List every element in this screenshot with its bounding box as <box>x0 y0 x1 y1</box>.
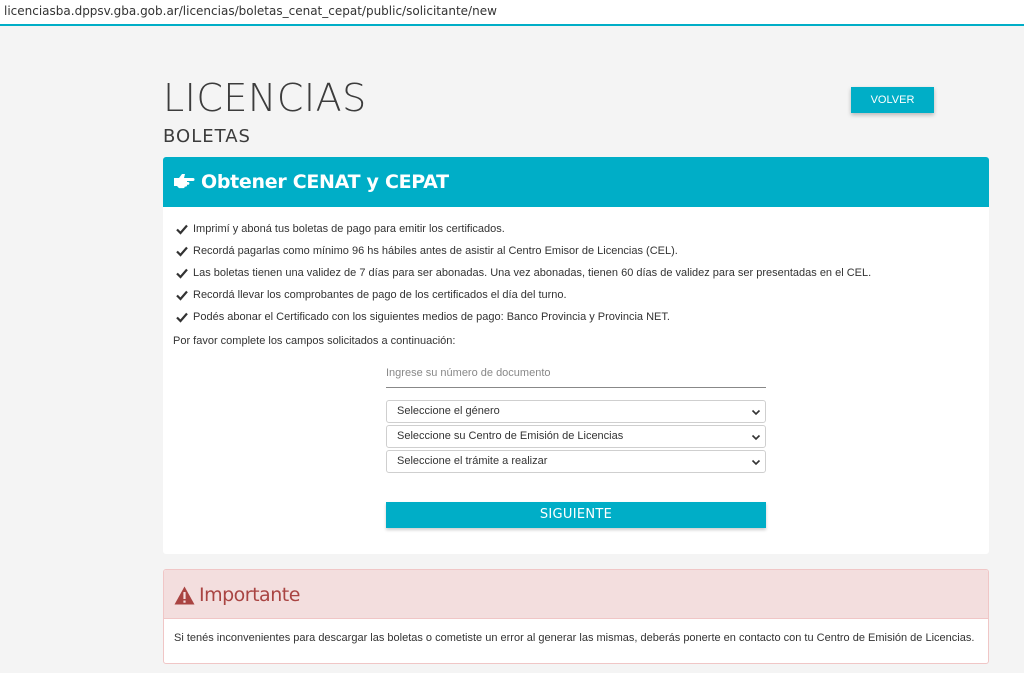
warning-triangle-icon <box>174 586 195 605</box>
info-list <box>176 221 976 331</box>
important-alert <box>163 569 989 664</box>
list-item-text: Imprimí y aboná tus boletas de pago para emitir los certificados. <box>193 223 505 235</box>
document-number-input[interactable] <box>386 358 766 388</box>
chevron-down-icon <box>751 457 761 467</box>
procedure-select[interactable] <box>386 450 766 473</box>
card-header <box>163 157 989 207</box>
list-item <box>176 243 976 265</box>
check-icon <box>176 245 188 257</box>
center-select-value: Seleccione su Centro de Emisión de Licencias <box>397 430 624 442</box>
list-item-text: Recordá llevar los comprobantes de pago de los certificados el día del turno. <box>193 289 567 301</box>
hand-pointing-right-icon <box>173 172 195 190</box>
check-icon <box>176 289 188 301</box>
back-button[interactable]: VOLVER <box>851 87 934 113</box>
list-item <box>176 287 976 309</box>
list-item <box>176 265 976 287</box>
center-select[interactable] <box>386 425 766 448</box>
list-item <box>176 309 976 331</box>
list-item <box>176 221 976 243</box>
list-item-text: Recordá pagarlas como mínimo 96 hs hábiles antes de asistir al Centro Emisor de Licencias (CEL). <box>193 245 678 257</box>
cenat-cepat-card <box>163 157 989 554</box>
alert-header <box>164 570 988 619</box>
gender-select[interactable] <box>386 400 766 423</box>
list-item-text: Las boletas tienen una validez de 7 días para ser abonadas. Una vez abonadas, tienen 60 días de validez para ser presentadas en el CEL. <box>193 267 872 279</box>
form-instructions: Por favor complete los campos solicitados a continuación: <box>173 335 456 347</box>
procedure-select-value: Seleccione el trámite a realizar <box>397 455 548 467</box>
chevron-down-icon <box>751 407 761 417</box>
list-item-text: Podés abonar el Certificado con los siguientes medios de pago: Banco Provincia y Provincia NET. <box>193 311 670 323</box>
card-title: Obtener CENAT y CEPAT <box>201 171 449 193</box>
check-icon <box>176 223 188 235</box>
browser-address-bar[interactable] <box>0 0 1024 26</box>
alert-title: Importante <box>199 584 300 606</box>
next-button[interactable]: SIGUIENTE <box>386 502 766 528</box>
url-text[interactable]: licenciasba.dppsv.gba.gob.ar/licencias/boletas_cenat_cepat/public/solicitante/new <box>4 4 497 18</box>
page-title: LICENCIAS <box>163 76 367 120</box>
check-icon <box>176 311 188 323</box>
alert-body: Si tenés inconvenientes para descargar las boletas o cometiste un error al generar las mismas, deberás ponerte en contacto con tu Centro de Emisión de Licencias. <box>174 632 975 644</box>
page-subtitle: BOLETAS <box>163 126 251 147</box>
chevron-down-icon <box>751 432 761 442</box>
gender-select-value: Seleccione el género <box>397 405 500 417</box>
check-icon <box>176 267 188 279</box>
